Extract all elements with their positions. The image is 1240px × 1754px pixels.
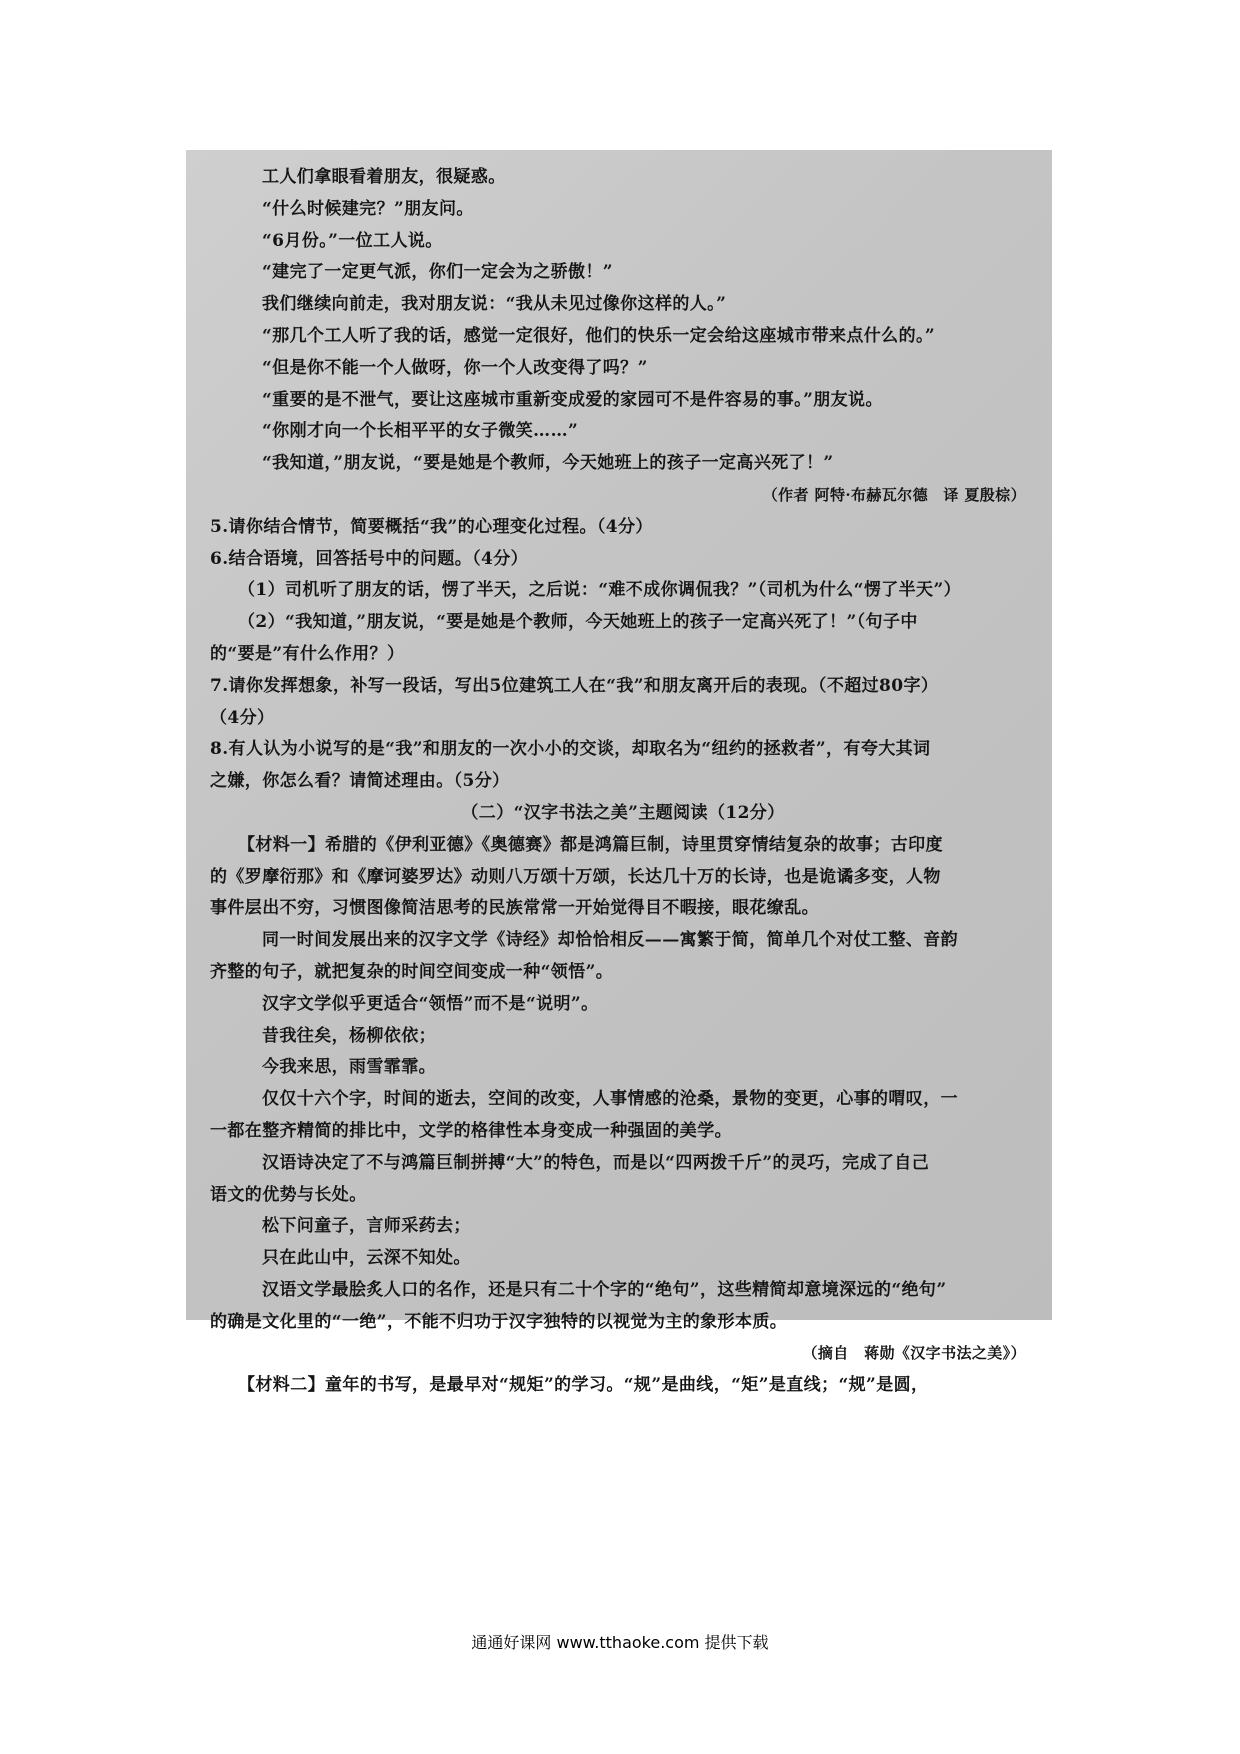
page-footer: 通通好课网 www.tthaoke.com 提供下载	[471, 1633, 769, 1652]
text-line: 7.请你发挥想象，补写一段话，写出5位建筑工人在“我”和朋友离开后的表现。（不超过80字）	[210, 675, 939, 696]
text-line: 的《罗摩衍那》和《摩诃婆罗达》动则八万颂十万颂，长达几十万的长诗，也是诡谲多变，人物	[210, 866, 941, 887]
text-line: 汉语文学最脍炙人口的名作，还是只有二十个字的“绝句”，这些精简却意境深远的“绝句”	[262, 1279, 947, 1300]
text-line: 只在此山中，云深不知处。	[262, 1248, 471, 1269]
text-line: “那几个工人听了我的话，感觉一定很好，他们的快乐一定会给这座城市带来点什么的。”	[262, 325, 936, 346]
text-line: （二）“汉字书法之美”主题阅读（12分）	[461, 802, 785, 823]
text-line: 我们继续向前走，我对朋友说：“我从未见过像你这样的人。”	[262, 294, 727, 315]
scanned-exam-photo	[186, 150, 1052, 1396]
text-line: 5.请你结合情节，简要概括“我”的心理变化过程。（4分）	[210, 516, 653, 537]
text-line: 同一时间发展出来的汉字文学《诗经》却恰恰相反——寓繁于简，简单几个对仗工整、音韵	[262, 930, 958, 951]
text-line: 的确是文化里的“一绝”，不能不归功于汉字独特的以视觉为主的象形本质。	[210, 1311, 788, 1332]
text-line: 汉字文学似乎更适合“领悟”而不是“说明”。	[262, 993, 599, 1014]
text-line: 仅仅十六个字，时间的逝去，空间的改变，人事情感的沧桑，景物的变更，心事的喟叹，一	[262, 1089, 958, 1110]
text-line: “但是你不能一个人做呀，你一个人改变得了吗？”	[262, 357, 648, 378]
text-line: （2）“我知道，”朋友说，“要是她是个教师，今天她班上的孩子一定高兴死了！”（句子中	[238, 612, 918, 633]
text-line: 之嫌，你怎么看？请简述理由。（5分）	[210, 771, 510, 792]
text-line: 昔我往矣，杨柳依依；	[262, 1025, 436, 1046]
text-line: “建完了一定更气派，你们一定会为之骄傲！”	[262, 262, 613, 283]
text-line: （摘自 蒋勋《汉字书法之美》）	[802, 1344, 1026, 1363]
text-line: 事件层出不穷，习惯图像简洁思考的民族常常一开始觉得目不暇接，眼花缭乱。	[210, 898, 819, 919]
text-line: 一都在整齐精简的排比中，文学的格律性本身变成一种强固的美学。	[210, 1120, 732, 1141]
text-line: （作者 阿特·布赫瓦尔德 译 夏殷棕）	[762, 485, 1026, 504]
text-line: 今我来思，雨雪霏霏。	[262, 1057, 436, 1078]
text-line: “重要的是不泄气，要让这座城市重新变成爱的家园可不是件容易的事。”朋友说。	[262, 389, 883, 410]
text-line: 齐整的句子，就把复杂的时间空间变成一种“领悟”。	[210, 961, 614, 982]
text-line: （1）司机听了朋友的话，愣了半天，之后说：“难不成你调侃我？”（司机为什么“愣了半天”）	[238, 580, 962, 601]
text-line: 松下问童子，言师采药去；	[262, 1216, 471, 1237]
text-line: 8.有人认为小说写的是“我”和朋友的一次小小的交谈，却取名为“纽约的拯救者”，有夸大其词	[210, 739, 931, 760]
text-line: 6.结合语境，回答括号中的问题。（4分）	[210, 548, 529, 569]
text-line: “6月份。”一位工人说。	[262, 230, 443, 251]
text-line: 【材料二】童年的书写，是最早对“规矩”的学习。“规”是曲线，“矩”是直线；“规”是圆，	[238, 1375, 929, 1396]
text-line: 语文的优势与长处。	[210, 1184, 367, 1205]
text-line: 汉语诗决定了不与鸿篇巨制拼搏“大”的特色，而是以“四两拨千斤”的灵巧，完成了自己	[262, 1152, 930, 1173]
text-line: （4分）	[210, 707, 275, 728]
text-line: 【材料一】希腊的《伊利亚德》《奥德赛》都是鸿篇巨制，诗里贯穿情结复杂的故事；古印度	[238, 834, 943, 855]
text-line: 工人们拿眼看着朋友，很疑惑。	[262, 167, 506, 187]
text-line: “你刚才向一个长相平平的女子微笑……”	[262, 421, 579, 442]
exam-text-block	[210, 162, 1036, 1402]
text-line: “我知道，”朋友说，“要是她是个教师，今天她班上的孩子一定高兴死了！”	[262, 453, 834, 474]
text-line: 的“要是”有什么作用？）	[210, 643, 405, 664]
text-line: “什么时候建完？”朋友问。	[262, 198, 474, 219]
